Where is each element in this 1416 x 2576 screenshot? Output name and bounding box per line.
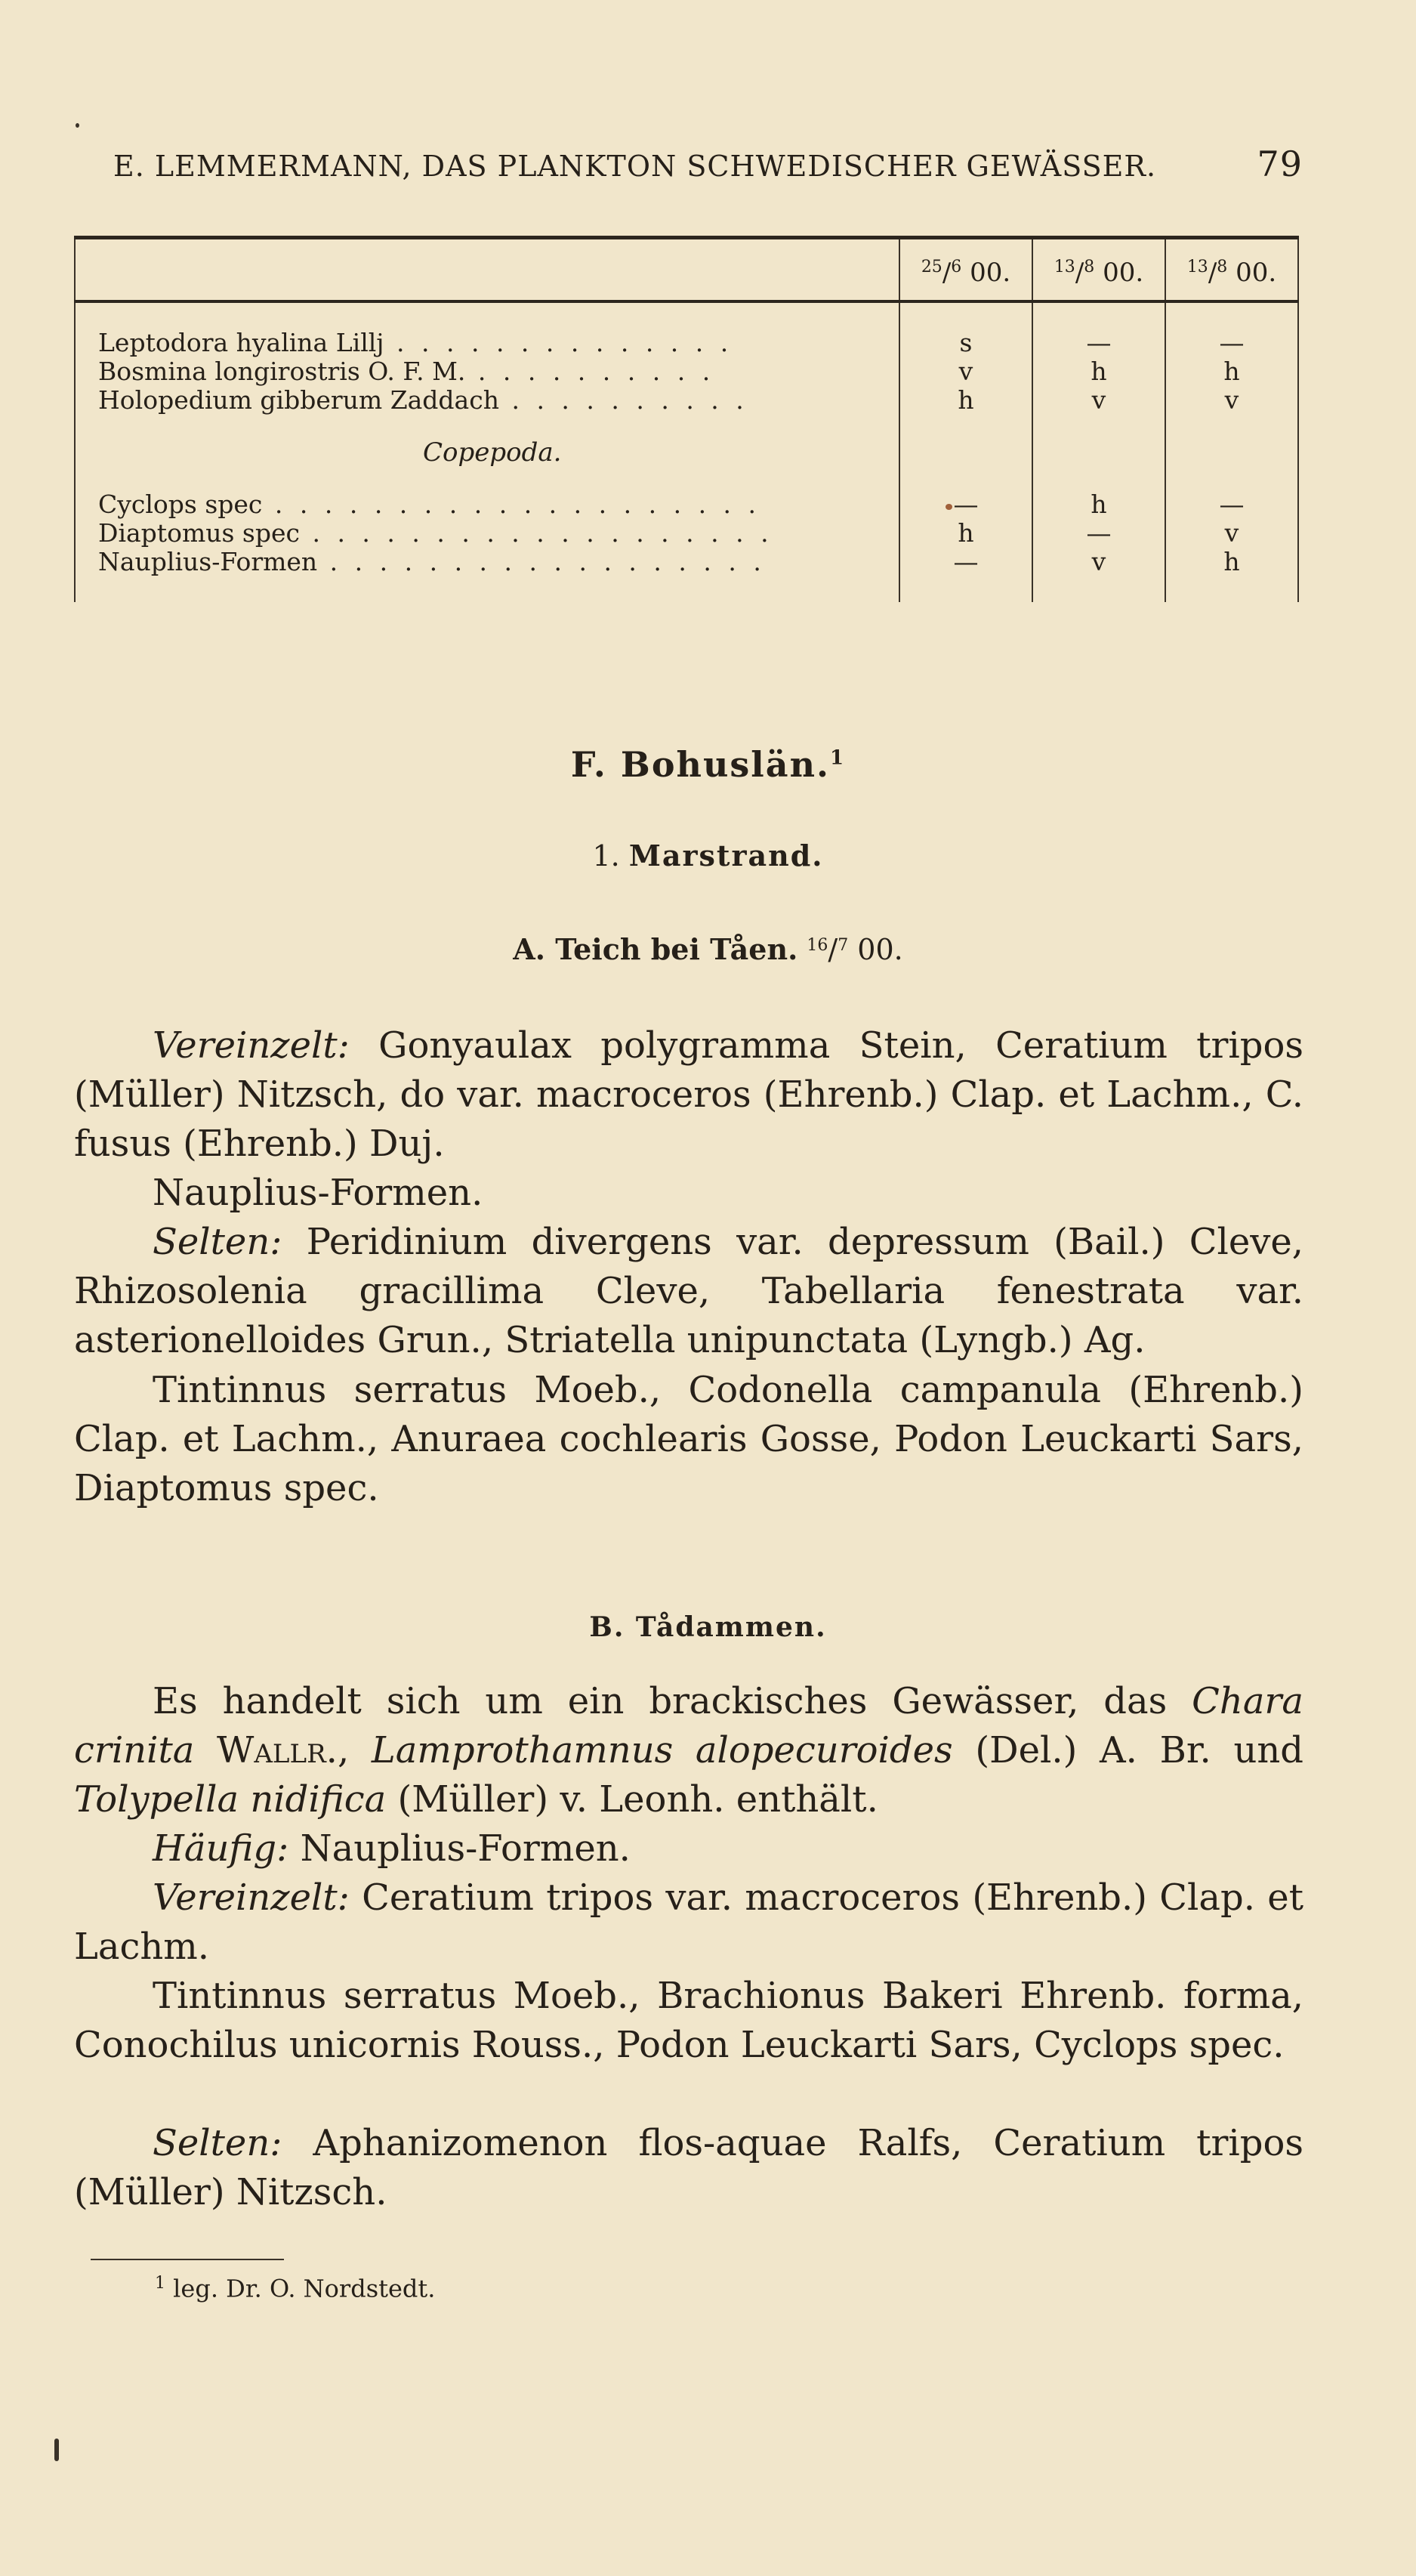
species-name: Bosmina longirostris O. F. M. xyxy=(98,357,466,386)
paragraph-selten-b: Selten: Aphanizomenon flos-aquae Ralfs, Ceratium tripos (Müller) Nitzsch. xyxy=(74,2122,1303,2213)
paper-speck xyxy=(76,123,79,128)
running-title: E. LEMMERMANN, DAS PLANKTON SCHWEDISCHER GEWÄSSER. xyxy=(113,150,1157,183)
paragraph-nauplius: Nauplius-Formen. xyxy=(153,1172,483,1214)
table-cell: v xyxy=(1032,548,1165,576)
paragraph-vereinzelt-b: Vereinzelt: Ceratium tripos var. macroceros (Ehrenb.) Clap. et Lachm. xyxy=(74,1876,1303,1968)
table-cell: h xyxy=(899,386,1032,415)
table-row: Bosmina longirostris O. F. M. . . . . . . . . . . v h h xyxy=(75,357,1298,386)
table-row: Leptodora hyalina Lillj . . . . . . . . . . . . . . s — — xyxy=(75,329,1298,357)
table-row: Nauplius-Formen . . . . . . . . . . . . . . . . . . — v h xyxy=(75,548,1298,576)
paper-speck xyxy=(54,2439,59,2461)
occurrence-table xyxy=(74,239,1299,602)
table-cell: — xyxy=(899,548,1032,576)
paragraph-selten: Selten: Peridinium divergens var. depressum (Bail.) Cleve, Rhizosolenia gracillima Cleve, Tabellaria fenestrata var. asterionelloides Grun., Striatella unipunctata (Lyngb.) Ag. xyxy=(74,1221,1303,1361)
table-cell: — xyxy=(1165,490,1298,519)
table-cell: h xyxy=(1165,357,1298,386)
page-number: 79 xyxy=(1257,144,1303,184)
table-cell: — xyxy=(1165,329,1298,357)
paragraph-tintinnus-b: Tintinnus serratus Moeb., Brachionus Bakeri Ehrenb. forma, Conochilus unicornis Rouss., Podon Leuckarti Sars, Cyclops spec. xyxy=(74,1975,1303,2066)
table-cell: h xyxy=(1032,357,1165,386)
paragraph-vereinzelt: Vereinzelt: Gonyaulax polygramma Stein, Ceratium tripos (Müller) Nitzsch, do var. macroceros (Ehrenb.) Clap. et Lachm., C. fusus (Ehrenb.) Duj. xyxy=(74,1024,1303,1165)
subsection-b: B. Tådammen. xyxy=(589,1611,827,1643)
table-cell: — xyxy=(1032,519,1165,548)
plankton-table xyxy=(74,236,1299,602)
table-cell: v xyxy=(1165,386,1298,415)
table-header-row xyxy=(75,239,1298,301)
paragraph-tintinnus: Tintinnus serratus Moeb., Codonella campanula (Ehrenb.) Clap. et Lachm., Anuraea cochlearis Gosse, Podon Leuckarti Sars, Diaptomus spec. xyxy=(74,1369,1303,1509)
species-name: Leptodora hyalina Lillj xyxy=(98,329,384,357)
running-head xyxy=(113,144,1303,184)
section-title: F. Bohuslän.$^1$ xyxy=(570,744,846,785)
table-cell: s xyxy=(899,329,1032,357)
subsection-a: A. Teich bei Tåen. $^{16}$/$^7$ 00. xyxy=(513,932,903,966)
table-cell: v xyxy=(899,357,1032,386)
table-cell: h xyxy=(1032,490,1165,519)
date-header-3: $^{13}$/$^8$ 00. xyxy=(1165,239,1298,301)
subsection-marstrand: 1. Marstrand. xyxy=(592,839,824,873)
table-cell: h xyxy=(899,519,1032,548)
species-name: Diaptomus spec xyxy=(98,519,300,548)
date-header-1: $^{25}$/$^6$ 00. xyxy=(899,239,1032,301)
footnote-rule xyxy=(91,2259,284,2260)
table-row: Cyclops spec . . . . . . . . . . . . . . . . . . . . — h — xyxy=(75,490,1298,519)
table-cell: — xyxy=(1032,329,1165,357)
species-name: Holopedium gibberum Zaddach xyxy=(98,386,499,415)
species-name: Nauplius-Formen xyxy=(98,548,318,576)
table-cell: v xyxy=(1032,386,1165,415)
header-empty xyxy=(75,239,899,301)
table-cell: h xyxy=(1165,548,1298,576)
group-row xyxy=(75,415,1298,490)
paper-speck xyxy=(946,504,952,510)
table-row: Holopedium gibberum Zaddach . . . . . . . . . . h v v xyxy=(75,386,1298,415)
footnote: $^1$ leg. Dr. O. Nordstedt. xyxy=(155,2274,436,2303)
date-header-2: $^{13}$/$^8$ 00. xyxy=(1032,239,1165,301)
species-name: Cyclops spec xyxy=(98,490,263,519)
table-cell: v xyxy=(1165,519,1298,548)
table-row: Diaptomus spec . . . . . . . . . . . . . . . . . . . h — v xyxy=(75,519,1298,548)
table-cell: — xyxy=(899,490,1032,519)
group-label-copepoda: Copepoda. xyxy=(423,437,562,468)
paragraph-haeufig: Häufig: Nauplius-Formen. xyxy=(153,1827,631,1870)
paragraph-description: Es handelt sich um ein brackisches Gewässer, das Chara crinita Wallr., Lamprothamnus alopecuroides (Del.) A. Br. und Tolypella nidifica (Müller) v. Leonh. enthält. xyxy=(74,1680,1304,1821)
